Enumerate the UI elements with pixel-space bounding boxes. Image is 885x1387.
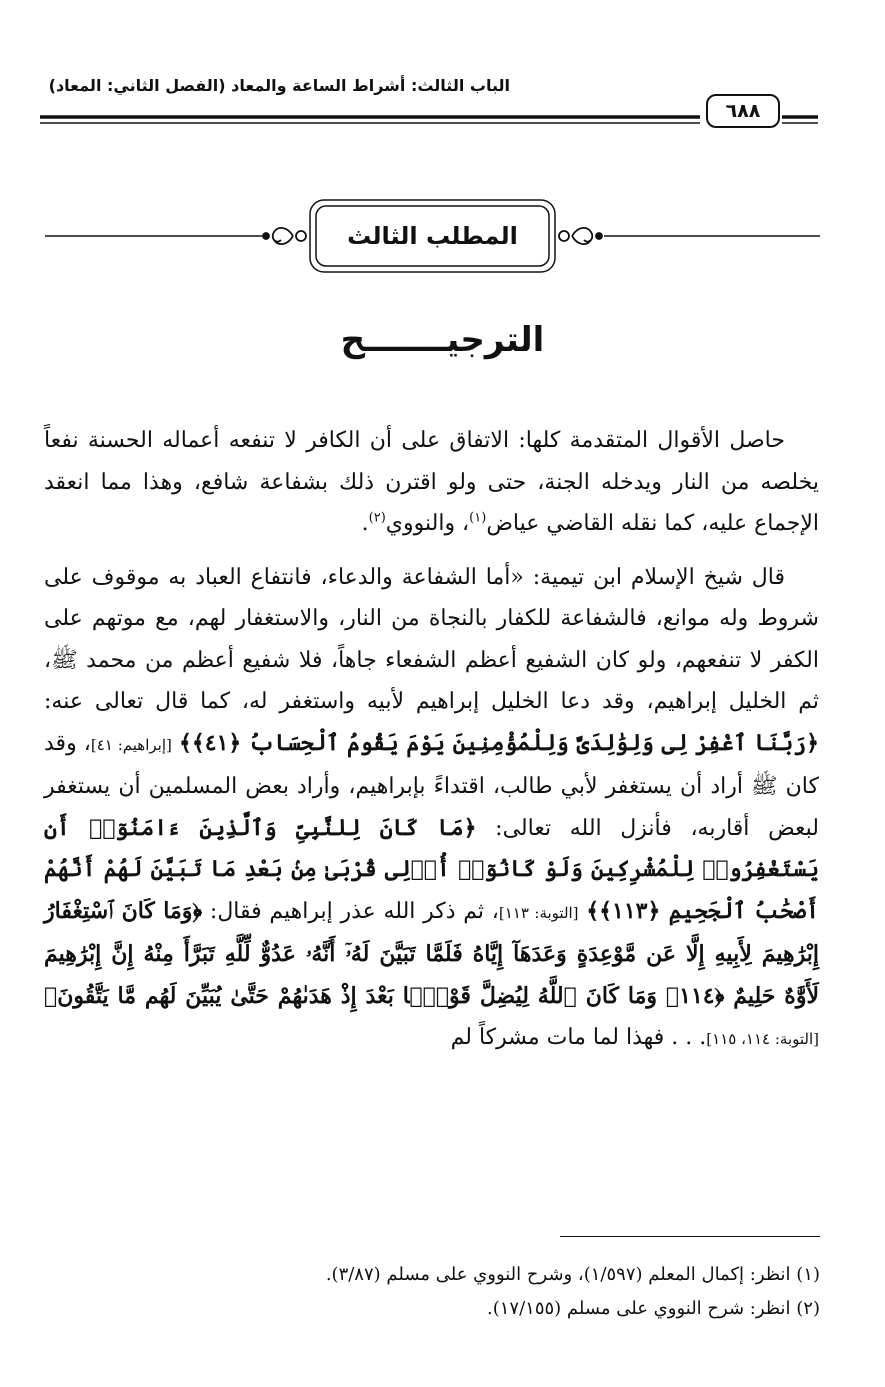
- main-text: [44, 420, 819, 1061]
- footnote-2: [40, 1292, 820, 1326]
- footnote-number: (١): [796, 1264, 820, 1285]
- quran-verse: ﴿مَا كَانَ لِلنَّبِىِّ وَٱلَّذِينَ ءَامَنُوٓا۟ أَن يَسْتَغْفِرُوا۟ لِلْمُشْرِكِينَ وَلَوْ كَانُوٓا۟ أُو۟لِى قُرْبَىٰ مِنۢ بَعْدِ مَا تَبَيَّنَ لَهُمْ أَنَّهُمْ أَصْحَٰبُ ٱلْجَحِيمِ ﴿١١٣﴾﴾: [44, 814, 819, 924]
- footnote-ref-1: (١): [469, 510, 487, 526]
- footnote-1: [40, 1258, 820, 1292]
- running-title: الباب الثالث: أشراط الساعة والمعاد (الفصل الثاني: المعاد): [48, 76, 510, 95]
- page-number: ٦٨٨: [706, 94, 780, 128]
- footnote-text: انظر: إكمال المعلم (١/٥٩٧)، وشرح النووي على مسلم (٣/٨٧).: [325, 1264, 791, 1285]
- paragraph-1-text-cont: ، والنووي: [385, 511, 470, 536]
- paragraph-2-text: قال شيخ الإسلام ابن تيمية: «أما الشفاعة والدعاء، فانتفاع العباد به موقوف على شروط وله موانع، فالشفاعة للكفار بالنجاة من النار، والاستغفار لهم، مع موتهم على الكفر لا تنفعهم، ولو كان الشفيع أعظم الشفعاء جاهاً، فلا شفيع أعظم من محمد ﷺ، ثم الخليل إبراهيم، وقد دعا الخليل إبراهيم لأبيه واستغفر له، كما قال تعالى عنه:: [44, 564, 819, 714]
- verse-reference: [إبراهيم: ٤١]: [90, 735, 172, 754]
- paragraph-1: [44, 420, 819, 545]
- footnote-ref-2: (٢): [368, 510, 386, 526]
- paragraph-2-text: ، ثم ذكر الله عذر إبراهيم فقال:: [209, 898, 499, 924]
- section-title: المطلب الثالث: [347, 222, 518, 250]
- verse-reference: [التوبة: ١١٣]: [498, 903, 579, 922]
- footnote-number: (٢): [796, 1298, 820, 1319]
- paragraph-2-text: . . . فهذا لما مات مشركاً لم: [450, 1025, 707, 1050]
- footnote-divider: [560, 1236, 820, 1237]
- footnote-text: انظر: شرح النووي على مسلم (١٧/١٥٥).: [487, 1298, 791, 1319]
- main-heading: الترجيـــــــح: [340, 320, 545, 360]
- verse-reference: [التوبة: ١١٤، ١١٥]: [706, 1030, 819, 1048]
- quran-verse: ﴿رَبَّنَا ٱغْفِرْ لِى وَلِوَٰلِدَىَّ وَلِلْمُؤْمِنِينَ يَوْمَ يَقُومُ ٱلْحِسَابُ ﴿٤١﴾﴾: [178, 729, 819, 756]
- quran-verse: ﴿وَمَا كَانَ ٱسْتِغْفَارُ إِبْرَٰهِيمَ لِأَبِيهِ إِلَّا عَن مَّوْعِدَةٍ وَعَدَهَآ إِيَّاهُ فَلَمَّا تَبَيَّنَ لَهُۥٓ أَنَّهُۥ عَدُوٌّ لِّلَّهِ تَبَرَّأَ مِنْهُ إِنَّ إِبْرَٰهِيمَ لَأَوَّٰهٌ حَلِيمٌ ﴿١١٤﴾ وَمَا كَانَ ٱللَّهُ لِيُضِلَّ قَوْمًۢا بَعْدَ إِذْ هَدَىٰهُمْ حَتَّىٰ يُبَيِّنَ لَهُم مَّا يَتَّقُونَ﴾: [44, 897, 819, 1009]
- paragraph-1-text: حاصل الأقوال المتقدمة كلها: الاتفاق على أن الكافر لا تنفعه أعماله الحسنة نفعاً يخلصه من النار ويدخله الجنة، حتى ولو اقترن ذلك بشفاعة شافع، وهذا مما انعقد الإجماع عليه، كما نقله القاضي عياض: [44, 428, 819, 536]
- footnotes: [40, 1258, 820, 1326]
- paragraph-2: [44, 557, 819, 1061]
- paragraph-1-end: .: [361, 511, 369, 536]
- paragraph-2-text: ، وقد كان ﷺ أراد أن يستغفر لأبي طالب، اقتداءً بإبراهيم، وأراد بعض المسلمين أن يستغفر لبعض أقاربه، فأنزل الله تعالى:: [44, 730, 820, 841]
